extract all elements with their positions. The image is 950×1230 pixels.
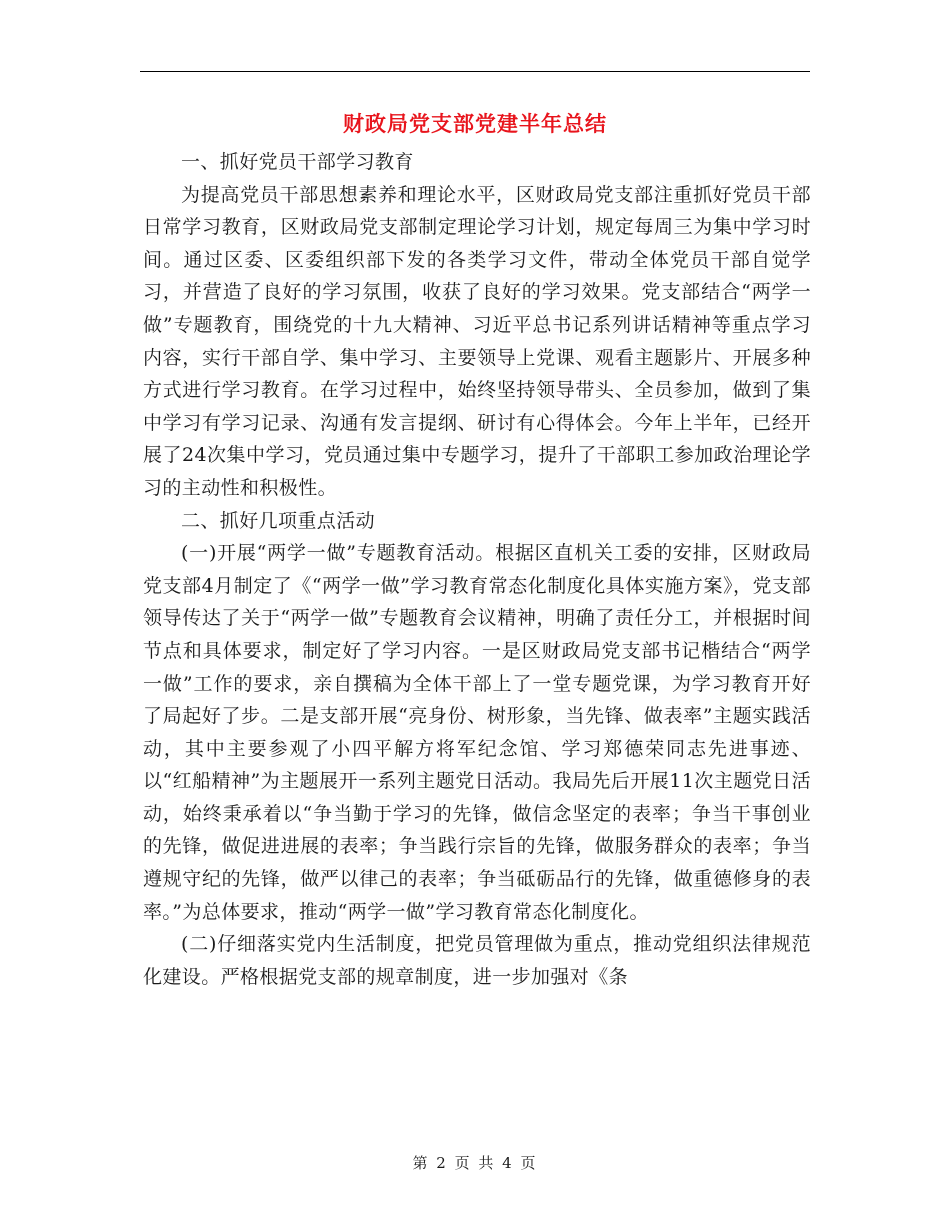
document-title: 财政局党支部党建半年总结 <box>343 111 607 136</box>
paragraph-party-life-system: (二)仔细落实党内生活制度，把党员管理做为重点，推动党组织法律规范化建设。严格根据党支部的规章制度，进一步加强对《条 <box>143 933 811 988</box>
paragraph-study-education: 为提高党员干部思想素养和理论水平，区财政局党支部注重抓好党员干部日常学习教育，区财政局党支部制定理论学习计划，规定每周三为集中学习时间。通过区委、区委组织部下发的各类学习文件，带动全体党员干部自觉学习，并营造了良好的学习氛围，收获了良好的学习效果。党支部结合“两学一做”专题教育，围绕党的十九大精神、习近平总书记系列讲话精神等重点学习内容，实行干部自学、集中学习、主要领导上党课、观看主题影片、开展多种方式进行学习教育。在学习过程中，始终坚持领导带头、全员参加，做到了集中学习有学习记录、沟通有发言提纲、研讨有心得体会。今年上半年，已经开展了24次集中学习，党员通过集中专题学习，提升了干部职工参加政治理论学习的主动性和积极性。 <box>143 183 811 499</box>
section-heading-2: 二、抓好几项重点活动 <box>181 509 376 532</box>
paragraph-liangxue-yizuo: (一)开展“两学一做”专题教育活动。根据区直机关工委的安排，区财政局党支部4月制定了《“两学一做”学习教育常态化制度化具体实施方案》，党支部领导传达了关于“两学一做”专题教育会议精神，明确了责任分工，并根据时间节点和具体要求，制定好了学习内容。一是区财政局党支部书记楷结合“两学一做”工作的要求，亲自撰稿为全体干部上了一堂专题党课，为学习教育开好了局起好了步。二是支部开展“亮身份、树形象，当先锋、做表率”主题实践活动，其中主要参观了小四平解方将军纪念馆、学习郑德荣同志先进事迹、以“红船精神”为主题展开一系列主题党日活动。我局先后开展11次主题党日活动，始终秉承着以“争当勤于学习的先锋，做信念坚定的表率；争当干事创业的先锋，做促进进展的表率；争当践行宗旨的先锋，做服务群众的表率；争当遵规守纪的先锋，做严以律己的表率；争当砥砺品行的先锋，做重德修身的表率。”为总体要求，推动“两学一做”学习教育常态化制度化。 <box>143 542 811 923</box>
section-heading-1: 一、抓好党员干部学习教育 <box>181 151 414 173</box>
document-body <box>143 146 811 993</box>
header-rule <box>140 71 810 72</box>
page-number: 第 2 页 共 4 页 <box>412 1154 538 1172</box>
